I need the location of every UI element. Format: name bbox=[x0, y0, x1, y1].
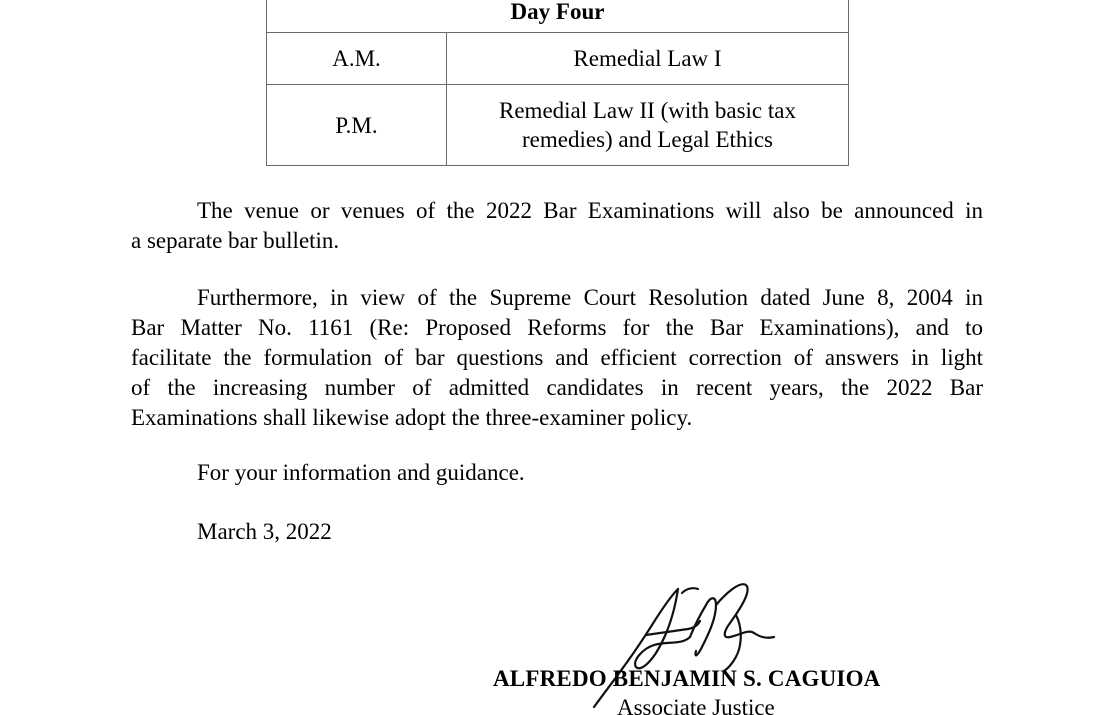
signature-stroke bbox=[635, 589, 690, 668]
subject-line: Remedial Law II (with basic tax bbox=[499, 98, 796, 123]
time-slot-cell: A.M. bbox=[267, 33, 447, 85]
paragraph-line: Examinations shall likewise adopt the three-examiner policy. bbox=[131, 405, 693, 430]
venue-paragraph bbox=[131, 196, 983, 256]
subject-line: remedies) and Legal Ethics bbox=[522, 127, 773, 152]
information-guidance-line: For your information and guidance. bbox=[197, 460, 525, 485]
three-examiner-policy-paragraph bbox=[131, 283, 983, 433]
signature-stroke bbox=[724, 615, 741, 671]
document-date: March 3, 2022 bbox=[197, 519, 332, 544]
schedule-header-row bbox=[267, 0, 849, 33]
signatory-title: Associate Justice bbox=[617, 695, 775, 715]
signatory-name: ALFREDO BENJAMIN S. CAGUIOA bbox=[493, 666, 881, 691]
day-heading: Day Four bbox=[267, 0, 849, 33]
schedule-row-am bbox=[267, 33, 849, 85]
paragraph-line: of the increasing number of admitted candidates in recent years, the 2022 Bar bbox=[131, 375, 983, 400]
signature-stroke bbox=[754, 633, 774, 638]
subject-line: Remedial Law I bbox=[573, 45, 722, 71]
time-slot-cell: P.M. bbox=[267, 85, 447, 166]
signature-stroke bbox=[682, 588, 698, 593]
paragraph-line: Furthermore, in view of the Supreme Court Resolution dated June 8, 2004 in bbox=[197, 285, 983, 310]
subject-cell bbox=[447, 85, 849, 166]
schedule-row-pm bbox=[267, 85, 849, 166]
paragraph-line: Bar Matter No. 1161 (Re: Proposed Reforms for the Bar Examinations), and to bbox=[131, 315, 983, 340]
subject-cell bbox=[447, 33, 849, 85]
paragraph-line: The venue or venues of the 2022 Bar Examinations will also be announced in bbox=[197, 198, 983, 223]
signature-stroke bbox=[716, 584, 754, 637]
exam-schedule-table bbox=[266, 0, 849, 166]
paragraph-line: facilitate the formulation of bar questions and efficient correction of answers in light bbox=[131, 345, 983, 370]
signature-stroke bbox=[690, 598, 716, 655]
paragraph-line: a separate bar bulletin. bbox=[131, 228, 340, 253]
